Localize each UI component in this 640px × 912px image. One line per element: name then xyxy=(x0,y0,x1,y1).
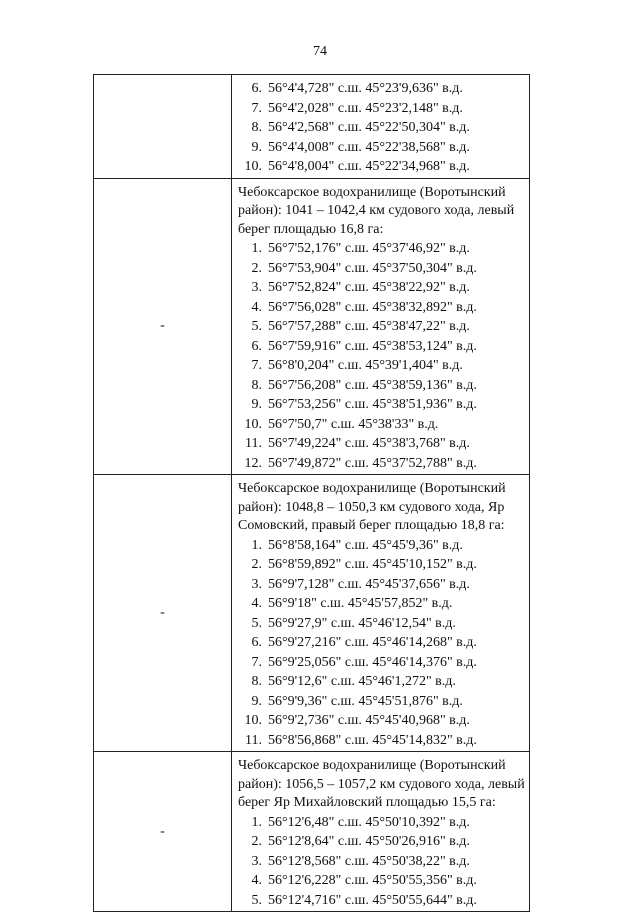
row-marker-cell xyxy=(94,75,232,179)
coordinate-text: 56°7'52,176" с.ш. 45°37'46,92" в.д. xyxy=(268,241,470,256)
coordinate-text: 56°9'2,736" с.ш. 45°45'40,968" в.д. xyxy=(268,713,470,728)
table-row xyxy=(94,752,530,912)
coordinate-text: 56°9'9,36" с.ш. 45°45'51,876" в.д. xyxy=(268,693,463,709)
coordinate-text: 56°4'2,568" с.ш. 45°22'50,304" в.д. xyxy=(268,120,470,135)
coordinate-number: 5. xyxy=(251,319,262,334)
table-body xyxy=(94,75,530,912)
coordinate-item xyxy=(238,555,525,575)
coordinate-list xyxy=(238,79,525,177)
location-cell xyxy=(232,475,530,752)
coordinate-text: 56°7'49,224" с.ш. 45°38'3,768" в.д. xyxy=(268,436,470,451)
coordinate-text: 56°7'50,7" с.ш. 45°38'33" в.д. xyxy=(268,416,439,432)
location-description: Чебоксарское водохранилище (Воротынский район): 1048,8 – 1050,3 км судового хода, Яр Сомовский, правый берег площадью 18,8 га: xyxy=(238,481,506,533)
coordinate-number: 9. xyxy=(251,397,262,412)
coordinate-number: 4. xyxy=(251,596,262,611)
coordinate-item xyxy=(238,259,525,279)
coordinate-text: 56°12'8,64" с.ш. 45°50'26,916" в.д. xyxy=(268,834,470,849)
coordinate-text: 56°7'59,916" с.ш. 45°38'53,124" в.д. xyxy=(268,338,477,354)
coordinate-list xyxy=(238,239,525,473)
coordinate-number: 6. xyxy=(251,338,262,354)
coordinate-text: 56°8'56,868" с.ш. 45°45'14,832" в.д. xyxy=(268,732,477,748)
coordinate-item xyxy=(238,278,525,298)
location-cell xyxy=(232,178,530,475)
coordinate-text: 56°8'59,892" с.ш. 45°45'10,152" в.д. xyxy=(268,557,477,572)
coordinate-text: 56°12'6,228" с.ш. 45°50'55,356" в.д. xyxy=(268,873,477,888)
coordinate-item xyxy=(238,434,525,454)
coordinate-item xyxy=(238,337,525,357)
coordinate-text: 56°12'8,568" с.ш. 45°50'38,22" в.д. xyxy=(268,853,470,869)
coordinate-text: 56°9'7,128" с.ш. 45°45'37,656" в.д. xyxy=(268,576,470,592)
coordinate-list xyxy=(238,813,525,911)
coordinate-item xyxy=(238,852,525,872)
coordinate-text: 56°4'2,028" с.ш. 45°23'2,148" в.д. xyxy=(268,100,463,116)
coordinate-number: 1. xyxy=(251,537,262,553)
coordinate-number: 4. xyxy=(251,873,262,888)
coordinate-item xyxy=(238,157,525,177)
coordinate-item xyxy=(238,454,525,474)
table-row xyxy=(94,75,530,179)
coordinate-item xyxy=(238,138,525,158)
coordinate-text: 56°9'25,056" с.ш. 45°46'14,376" в.д. xyxy=(268,654,477,670)
coordinate-number: 8. xyxy=(251,120,262,135)
coordinate-item xyxy=(238,711,525,731)
location-cell xyxy=(232,75,530,179)
coordinate-number: 2. xyxy=(251,260,262,276)
coordinate-text: 56°12'6,48" с.ш. 45°50'10,392" в.д. xyxy=(268,814,470,830)
coordinate-number: 8. xyxy=(251,674,262,689)
coordinate-text: 56°4'4,008" с.ш. 45°22'38,568" в.д. xyxy=(268,139,470,155)
coordinate-item xyxy=(238,575,525,595)
coordinate-number: 7. xyxy=(251,358,262,373)
coordinate-number: 12. xyxy=(244,455,262,471)
coordinate-item xyxy=(238,614,525,634)
coordinate-number: 2. xyxy=(251,557,262,572)
coordinate-item xyxy=(238,415,525,435)
coordinate-number: 7. xyxy=(251,100,262,116)
coordinate-item xyxy=(238,356,525,376)
row-marker-cell: - xyxy=(94,178,232,475)
table-row xyxy=(94,178,530,475)
coordinate-number: 6. xyxy=(251,635,262,650)
coordinate-number: 11. xyxy=(245,436,262,451)
coordinate-item xyxy=(238,536,525,556)
coordinate-number: 11. xyxy=(245,732,262,748)
coordinate-text: 56°7'53,904" с.ш. 45°37'50,304" в.д. xyxy=(268,260,477,276)
coordinate-text: 56°12'4,716" с.ш. 45°50'55,644" в.д. xyxy=(268,892,477,908)
coordinate-number: 3. xyxy=(251,853,262,869)
coordinate-item xyxy=(238,317,525,337)
coordinate-item xyxy=(238,594,525,614)
coordinate-item xyxy=(238,871,525,891)
coordinate-text: 56°7'56,208" с.ш. 45°38'59,136" в.д. xyxy=(268,377,477,393)
coordinate-text: 56°9'27,9" с.ш. 45°46'12,54" в.д. xyxy=(268,615,456,631)
coordinate-text: 56°9'12,6" с.ш. 45°46'1,272" в.д. xyxy=(268,674,456,689)
coordinate-text: 56°7'49,872" с.ш. 45°37'52,788" в.д. xyxy=(268,455,477,471)
coordinate-item xyxy=(238,832,525,852)
coordinate-number: 9. xyxy=(251,693,262,709)
coordinate-item xyxy=(238,239,525,259)
coordinate-text: 56°9'27,216" с.ш. 45°46'14,268" в.д. xyxy=(268,635,477,650)
coordinate-text: 56°7'53,256" с.ш. 45°38'51,936" в.д. xyxy=(268,397,477,412)
coordinate-number: 3. xyxy=(251,280,262,295)
coordinate-item xyxy=(238,118,525,138)
location-cell xyxy=(232,752,530,912)
location-description: Чебоксарское водохранилище (Воротынский район): 1056,5 – 1057,2 км судового хода, левый берег Яр Михайловский площадью 15,5 га: xyxy=(238,758,525,810)
coordinate-item xyxy=(238,99,525,119)
coordinate-number: 2. xyxy=(251,834,262,849)
row-marker-cell: - xyxy=(94,752,232,912)
coordinate-number: 4. xyxy=(251,299,262,315)
coordinate-item xyxy=(238,653,525,673)
coordinate-item xyxy=(238,672,525,692)
coordinate-number: 10. xyxy=(244,713,262,728)
location-description: Чебоксарское водохранилище (Воротынский район): 1041 – 1042,4 км судового хода, левый берег площадью 16,8 га: xyxy=(238,184,515,237)
coordinate-item xyxy=(238,731,525,751)
coordinate-text: 56°7'57,288" с.ш. 45°38'47,22" в.д. xyxy=(268,319,470,334)
coordinate-number: 1. xyxy=(251,814,262,830)
coordinate-number: 5. xyxy=(251,615,262,631)
coordinate-number: 1. xyxy=(251,241,262,256)
coordinate-text: 56°9'18" с.ш. 45°45'57,852" в.д. xyxy=(268,596,453,611)
coordinate-number: 5. xyxy=(251,892,262,908)
coordinate-number: 8. xyxy=(251,377,262,393)
coordinate-number: 9. xyxy=(251,139,262,155)
coordinate-item xyxy=(238,395,525,415)
coordinate-item xyxy=(238,891,525,911)
coordinate-item xyxy=(238,376,525,396)
coordinate-number: 10. xyxy=(244,159,262,174)
coordinate-item xyxy=(238,79,525,99)
coordinate-item xyxy=(238,633,525,653)
coordinate-text: 56°7'56,028" с.ш. 45°38'32,892" в.д. xyxy=(268,299,477,315)
coordinate-number: 10. xyxy=(244,416,262,432)
row-marker-cell: - xyxy=(94,475,232,752)
coordinate-text: 56°4'8,004" с.ш. 45°22'34,968" в.д. xyxy=(268,159,470,174)
coordinate-text: 56°8'58,164" с.ш. 45°45'9,36" в.д. xyxy=(268,537,463,553)
coordinate-list xyxy=(238,536,525,751)
coordinate-text: 56°4'4,728" с.ш. 45°23'9,636" в.д. xyxy=(268,81,463,96)
coordinate-text: 56°7'52,824" с.ш. 45°38'22,92" в.д. xyxy=(268,280,470,295)
coordinate-text: 56°8'0,204" с.ш. 45°39'1,404" в.д. xyxy=(268,358,463,373)
coordinate-number: 6. xyxy=(251,81,262,96)
table-row xyxy=(94,475,530,752)
coordinates-table xyxy=(93,74,530,912)
coordinate-item xyxy=(238,813,525,833)
page-number: 74 xyxy=(313,44,327,59)
coordinate-item xyxy=(238,692,525,712)
coordinate-item xyxy=(238,298,525,318)
coordinate-number: 3. xyxy=(251,576,262,592)
coordinate-number: 7. xyxy=(251,654,262,670)
